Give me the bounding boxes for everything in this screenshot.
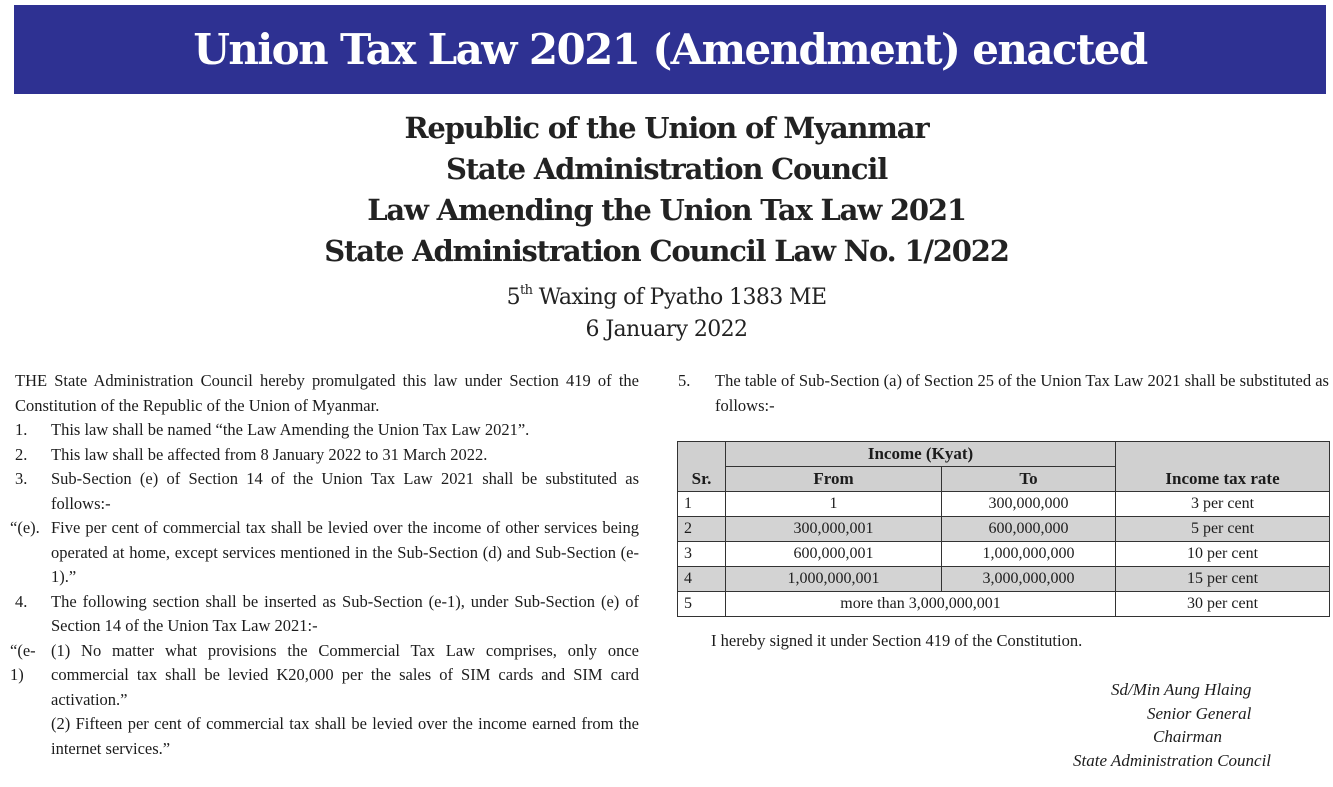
cell-from: 1 — [726, 492, 942, 517]
date-block — [0, 282, 1333, 346]
cell-from: 600,000,001 — [726, 542, 942, 567]
income-tax-table — [677, 441, 1330, 617]
table-row — [678, 492, 1330, 517]
item-text: This law shall be named “the Law Amending the Union Tax Law 2021”. — [51, 420, 530, 439]
cell-rate: 5 per cent — [1116, 517, 1330, 542]
header-to: To — [942, 467, 1116, 492]
cell-sr: 1 — [678, 492, 726, 517]
item-text: Sub-Section (e) of Section 14 of the Union Tax Law 2021 shall be substituted as follows:- — [51, 469, 639, 513]
table-header-row — [678, 442, 1330, 467]
list-item — [15, 590, 639, 639]
table-row — [678, 592, 1330, 617]
header-from: From — [726, 467, 942, 492]
quote-e-number: “(e). — [10, 518, 40, 537]
header-income: Income (Kyat) — [726, 442, 1116, 467]
list-item — [15, 443, 639, 468]
myanmar-date — [0, 282, 1333, 314]
signature-org: State Administration Council — [1073, 751, 1272, 770]
cell-to: 600,000,000 — [942, 517, 1116, 542]
table-row — [678, 567, 1330, 592]
cell-to: 1,000,000,000 — [942, 542, 1116, 567]
list-item — [678, 369, 1330, 418]
signing-statement: I hereby signed it under Section 419 of the Constitution. — [711, 631, 1083, 650]
banner-title: Union Tax Law 2021 (Amendment) enacted — [193, 25, 1147, 74]
cell-to: 300,000,000 — [942, 492, 1116, 517]
title-banner — [14, 5, 1326, 94]
signature-role: Chairman — [1153, 727, 1222, 746]
intro-paragraph: THE State Administration Council hereby promulgated this law under Section 419 of the Constitution of the Republic of the Union of Myanmar. — [15, 371, 639, 415]
cell-from: 300,000,001 — [726, 517, 942, 542]
quote-e1-text: (1) No matter what provisions the Commercial Tax Law comprises, only once commercial tax shall be levied K20,000 per the sales of SIM cards and SIM card activation.” — [51, 640, 639, 709]
heading-line-law: Law Amending the Union Tax Law 2021 — [367, 193, 966, 227]
quote-e-text: Five per cent of commercial tax shall be levied over the income of other services being operated at home, except services mentioned in the Sub-Section (d) and Sub-Section (e-1).” — [51, 518, 639, 586]
heading-line-council: State Administration Council — [445, 152, 888, 186]
item-text: This law shall be affected from 8 January 2022 to 31 March 2022. — [51, 444, 488, 464]
header-rate: Income tax rate — [1116, 442, 1330, 492]
list-item — [15, 418, 639, 443]
heading-line-lawno: State Administration Council Law No. 1/2022 — [324, 234, 1009, 268]
item-text: The table of Sub-Section (a) of Section 25 of the Union Tax Law 2021 shall be substituted as follows:- — [715, 371, 1329, 415]
item-text: The following section shall be inserted as Sub-Section (e-1), under Sub-Section (e) of Section 14 of the Union Tax Law 2021:- — [51, 591, 639, 635]
law-heading — [0, 108, 1333, 272]
item-number: 3. — [15, 469, 28, 488]
item-number: 4. — [15, 591, 28, 611]
right-column — [678, 369, 1330, 418]
signature-name: Sd/Min Aung Hlaing — [1111, 680, 1252, 699]
heading-line-republic: Republic of the Union of Myanmar — [404, 111, 929, 145]
cell-rate: 15 per cent — [1116, 567, 1330, 592]
cell-sr: 2 — [678, 517, 726, 542]
left-column — [10, 369, 639, 761]
cell-sr: 4 — [678, 567, 726, 592]
gregorian-date: 6 January 2022 — [585, 317, 748, 342]
quote-e — [10, 516, 639, 590]
cell-from: 1,000,000,001 — [726, 567, 942, 592]
cell-rate: 10 per cent — [1116, 542, 1330, 567]
item-number: 2. — [15, 444, 28, 464]
item-number: 1. — [15, 420, 28, 439]
date-day: 5 — [506, 285, 520, 310]
quote-e1-number: “(e-1) — [10, 640, 36, 684]
header-sr: Sr. — [678, 442, 726, 492]
date-suffix: th — [519, 283, 533, 298]
cell-rate: 30 per cent — [1116, 592, 1330, 617]
cell-sr: 3 — [678, 542, 726, 567]
signature-rank: Senior General — [1147, 704, 1252, 723]
quote-e1 — [10, 639, 639, 713]
table-row — [678, 517, 1330, 542]
cell-rate: 3 per cent — [1116, 492, 1330, 517]
cell-sr: 5 — [678, 592, 726, 617]
table-row — [678, 542, 1330, 567]
list-item — [15, 467, 639, 516]
cell-range: more than 3,000,000,001 — [726, 592, 1116, 617]
date-rest: Waxing of Pyatho 1383 ME — [532, 285, 827, 310]
quote-e1-clause-2: (2) Fifteen per cent of commercial tax shall be levied over the income earned from the internet services.” — [51, 714, 639, 758]
item-number: 5. — [678, 371, 691, 390]
cell-to: 3,000,000,000 — [942, 567, 1116, 592]
